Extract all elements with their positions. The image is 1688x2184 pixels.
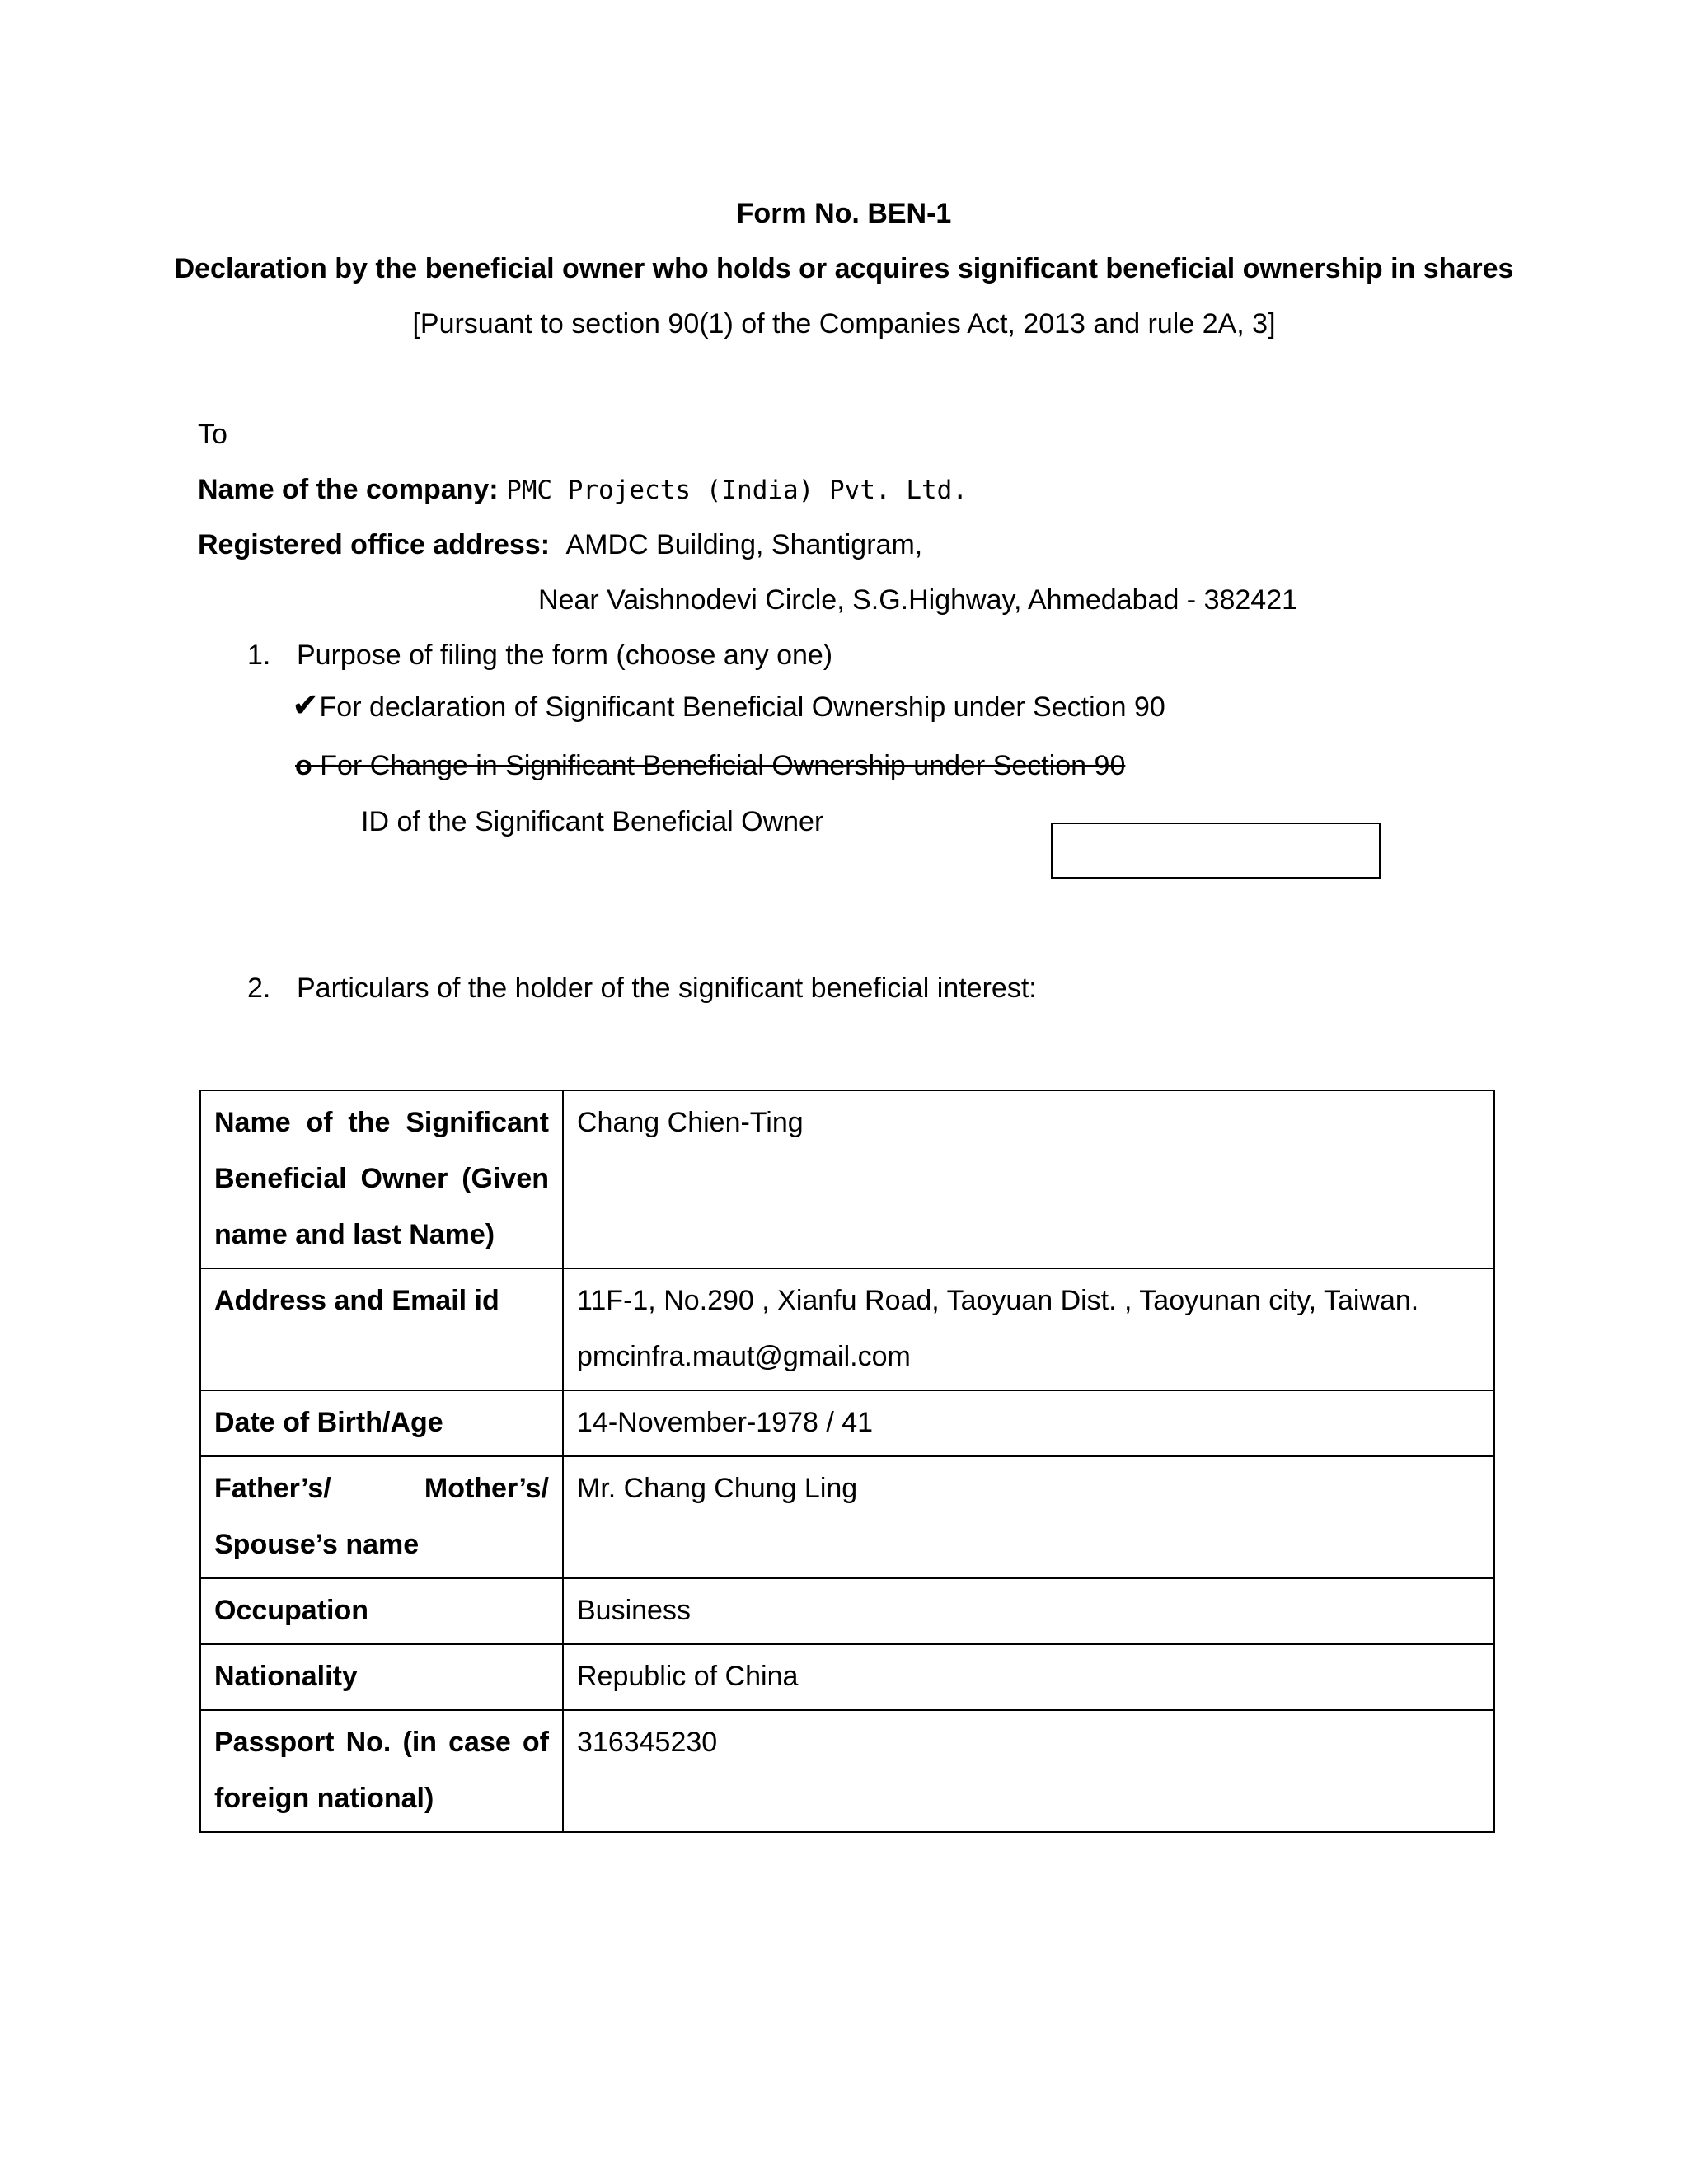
particulars-table [199,1090,1495,1833]
row-value-address [563,1268,1494,1390]
purpose-option-change-label: For Change in Significant Beneficial Ownership under Section 90 [320,750,1126,781]
row-value-parent: Mr. Chang Chung Ling [563,1456,1494,1578]
section1-number: 1. [247,640,271,671]
purpose-option-declaration[interactable] [292,689,1165,724]
checkmark-icon: ✔ [292,687,320,724]
section1-heading: Purpose of filing the form (choose any one) [297,640,833,671]
sbo-id-field[interactable] [1051,823,1381,879]
row-value-occupation: Business [563,1578,1494,1644]
row-label-parent: Father’s/ Mother’s/ Spouse’s name [200,1456,563,1578]
office-line [198,529,922,561]
form-number: Form No. BEN-1 [736,198,952,229]
email-value: pmcinfra.maut@gmail.com [577,1341,911,1372]
office-address-line1: AMDC Building, Shantigram, [565,529,923,560]
to-label: To [198,419,227,450]
office-address-line2: Near Vaishnodevi Circle, S.G.Highway, Ahmedabad - 382421 [538,584,1298,616]
row-label-nationality: Nationality [200,1644,563,1710]
table-row [200,1578,1494,1644]
table-row [200,1390,1494,1456]
address-value: 11F-1, No.290 , Xianfu Road, Taoyuan Dist. , Taoyunan city, Taiwan. [577,1285,1419,1316]
row-label-passport: Passport No. (in case of foreign national) [200,1710,563,1832]
sbo-id-label: ID of the Significant Beneficial Owner [361,806,824,837]
company-line [198,474,968,506]
row-value-name: Chang Chien-Ting [563,1090,1494,1268]
row-value-nationality: Republic of China [563,1644,1494,1710]
purpose-option-declaration-label: For declaration of Significant Beneficial Ownership under Section 90 [319,691,1165,723]
form-pursuant: [Pursuant to section 90(1) of the Companies Act, 2013 and rule 2A, 3] [412,308,1276,340]
purpose-option-change[interactable] [295,750,1125,782]
radio-circle-icon: o [295,750,312,781]
row-label-name: Name of the Significant Beneficial Owner (Given name and last Name) [200,1090,563,1268]
row-label-dob: Date of Birth/Age [200,1390,563,1456]
table-row [200,1644,1494,1710]
table-row [200,1090,1494,1268]
section2-heading: Particulars of the holder of the significant beneficial interest: [297,972,1037,1004]
row-value-passport: 316345230 [563,1710,1494,1832]
form-title: Declaration by the beneficial owner who holds or acquires significant beneficial ownership in shares [174,253,1514,284]
table-row [200,1268,1494,1390]
row-value-dob: 14-November-1978 / 41 [563,1390,1494,1456]
table-row [200,1456,1494,1578]
section2-number: 2. [247,972,271,1004]
table-row [200,1710,1494,1832]
row-label-address: Address and Email id [200,1268,563,1390]
row-label-occupation: Occupation [200,1578,563,1644]
company-name: PMC Projects (India) Pvt. Ltd. [506,476,968,505]
office-label: Registered office address: [198,529,551,560]
company-label: Name of the company: [198,474,499,505]
